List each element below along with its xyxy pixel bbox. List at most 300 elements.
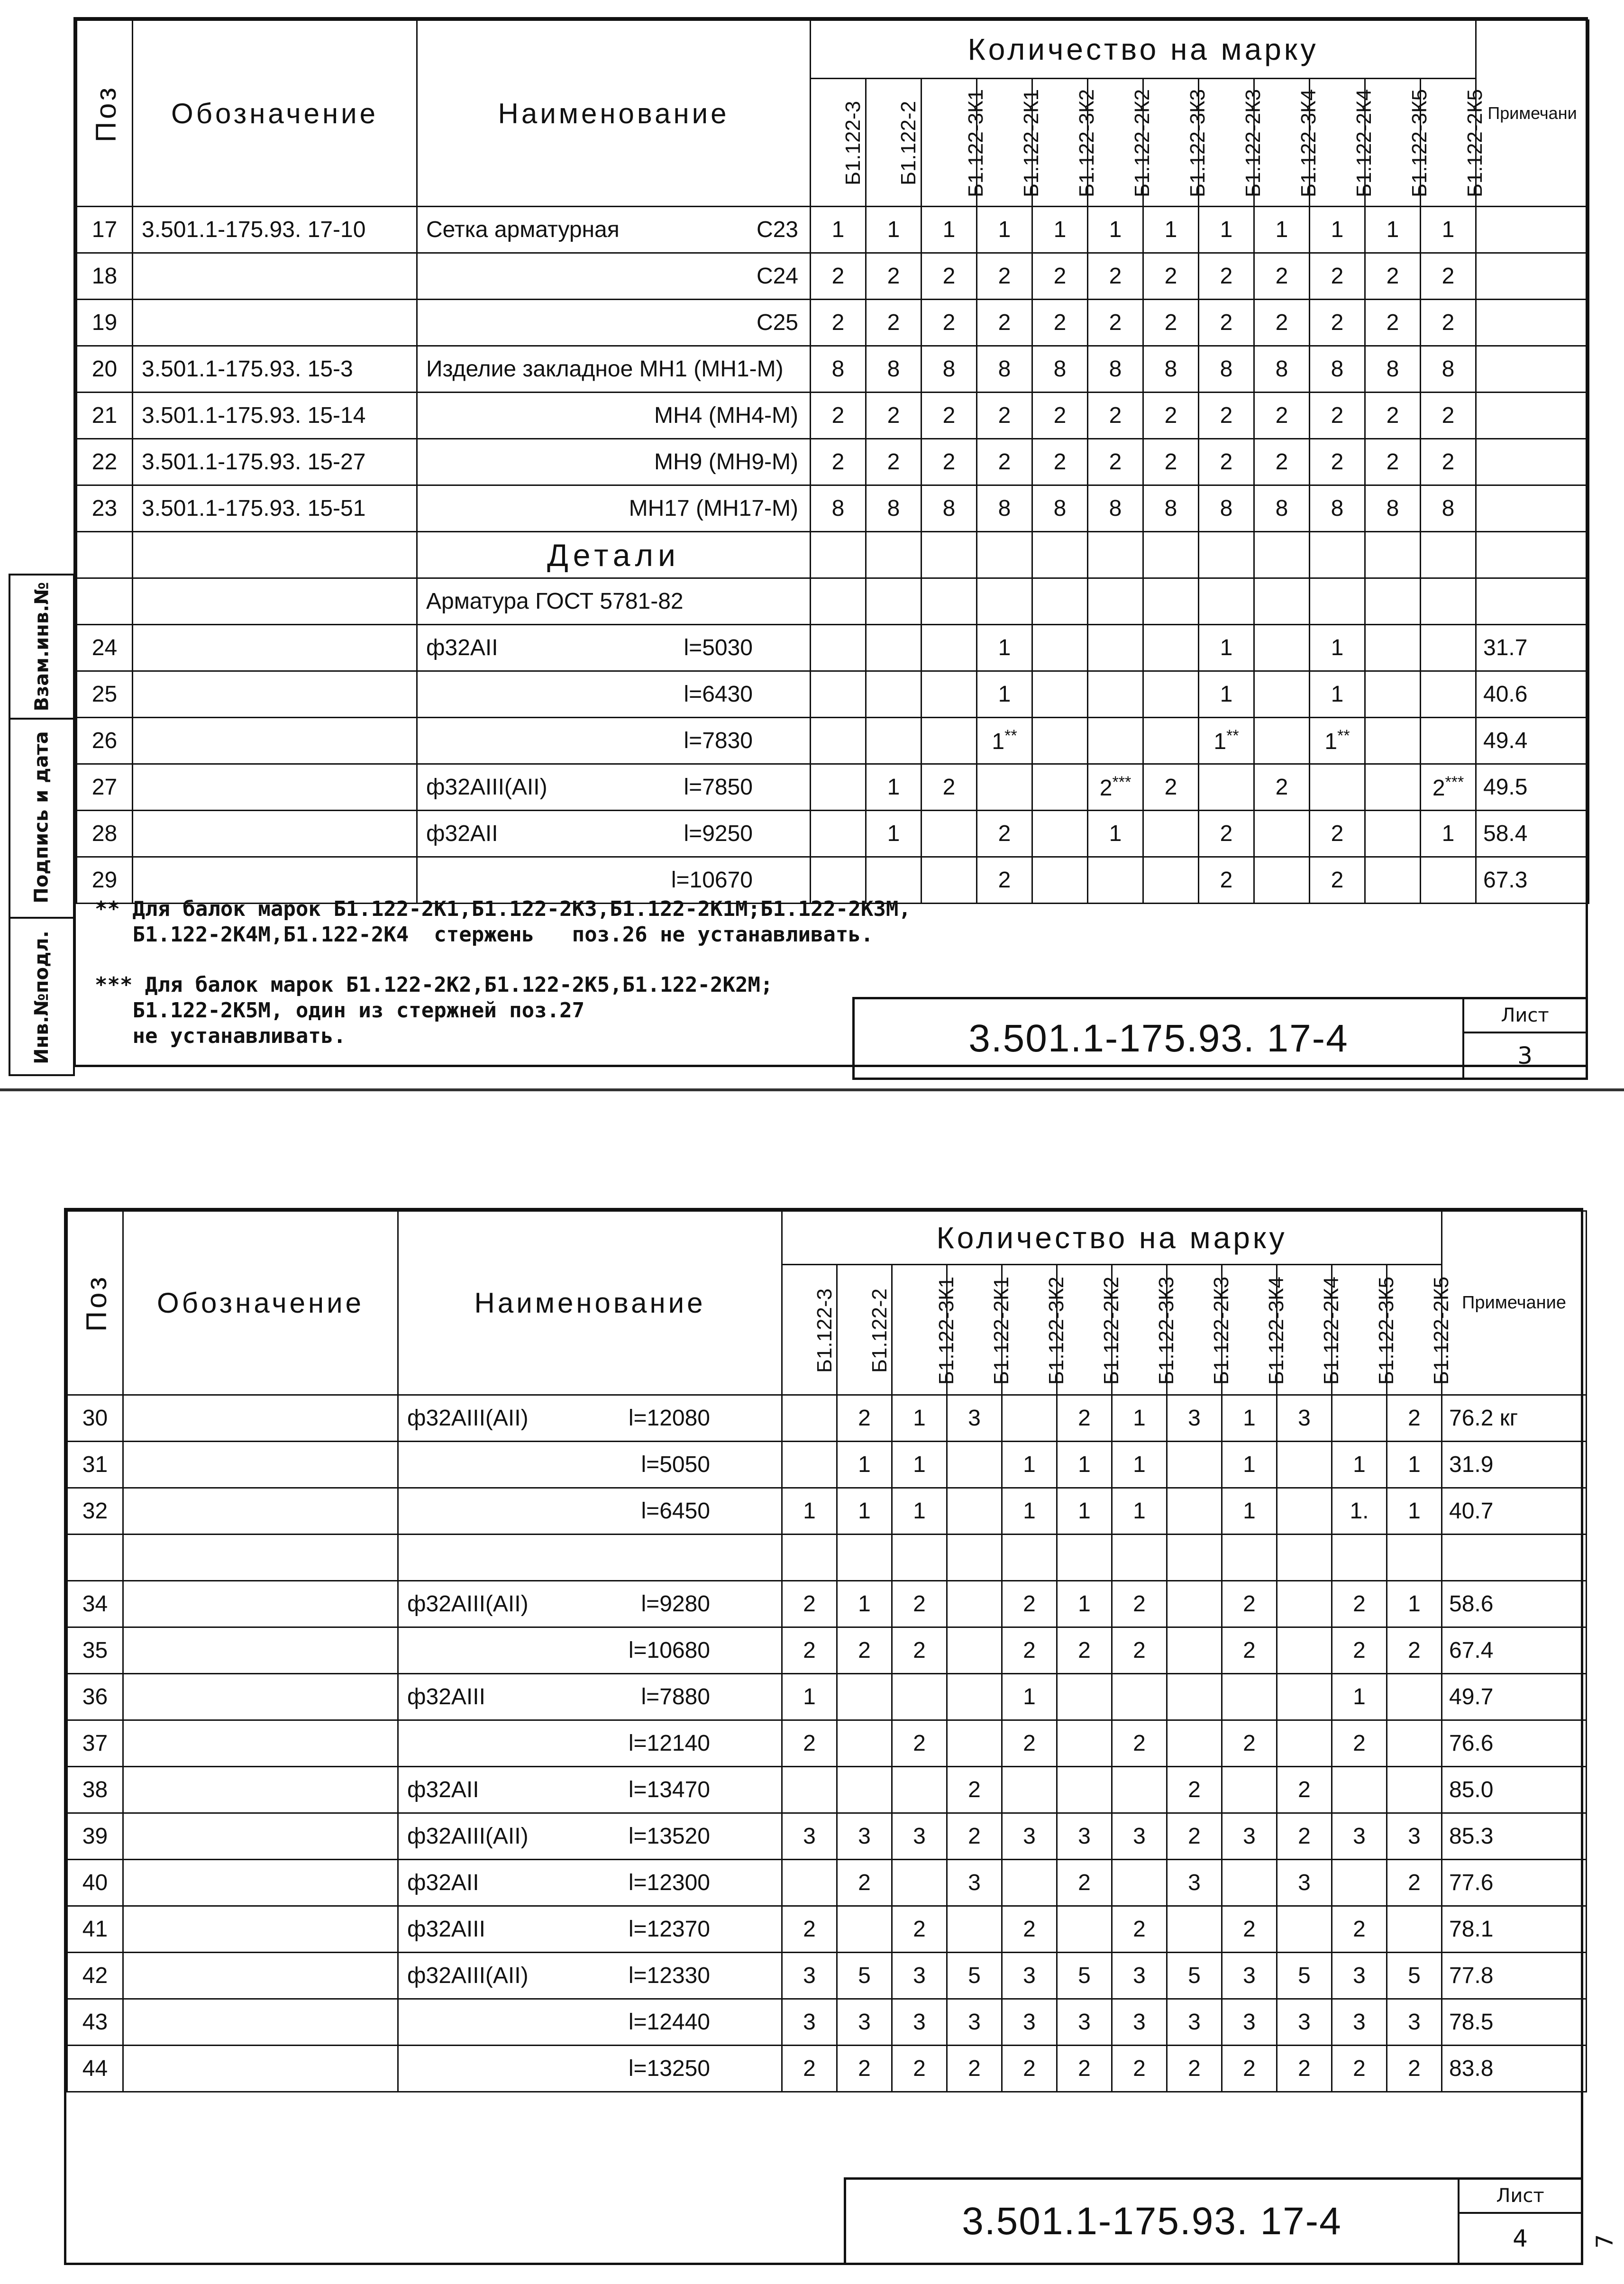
- qty-cell: [782, 1442, 837, 1488]
- empty-cell: [977, 532, 1032, 578]
- empty-cell: [866, 578, 921, 625]
- qty-cell: 2: [1088, 393, 1143, 439]
- qty-cell: 2: [1002, 2046, 1057, 2092]
- size-text: l=7830: [684, 728, 753, 753]
- mark-label: Б1.122-2К2: [1100, 1276, 1123, 1385]
- qty-cell: 1: [1057, 1488, 1112, 1535]
- name-cell: [398, 1442, 782, 1488]
- empty-cell: [77, 532, 133, 578]
- qty-cell: [1421, 718, 1476, 764]
- qty-cell: [921, 718, 977, 764]
- designation-cell: [133, 718, 417, 764]
- qty-cell: 3: [1277, 1860, 1332, 1906]
- qty-cell: 8: [1143, 485, 1199, 532]
- designation-cell: [123, 1813, 398, 1860]
- qty-cell: 1: [1365, 207, 1421, 253]
- note-cell: 49.7: [1442, 1674, 1587, 1720]
- qty-cell: [1254, 671, 1310, 718]
- pos-cell: [67, 1535, 123, 1581]
- pos-cell: 36: [67, 1674, 123, 1720]
- qty-cell: [1167, 1488, 1222, 1535]
- qty-cell: 3: [1057, 1813, 1112, 1860]
- empty-cell: [1254, 578, 1310, 625]
- table-row: [67, 1395, 1587, 1442]
- note-cell: 78.5: [1442, 1999, 1587, 2046]
- empty-cell: [1365, 532, 1421, 578]
- qty-cell: 2: [977, 857, 1032, 904]
- size-text: l=12370: [628, 1917, 710, 1942]
- pos-cell: 39: [67, 1813, 123, 1860]
- qty-cell: 1: [921, 207, 977, 253]
- footnote-mark: **: [1337, 727, 1350, 745]
- empty-cell: [921, 578, 977, 625]
- qty-cell: 2: [1365, 439, 1421, 485]
- qty-cell: [1199, 764, 1254, 811]
- qty-cell: 2: [811, 393, 866, 439]
- designation-cell: [133, 300, 417, 346]
- title-stamp-sheet-4: [844, 2177, 1583, 2265]
- qty-cell: [892, 1535, 947, 1581]
- qty-cell: 2: [1112, 1627, 1167, 1674]
- qty-cell: 2: [1167, 2046, 1222, 2092]
- empty-cell: [1143, 532, 1199, 578]
- qty-cell: [1167, 1581, 1222, 1627]
- note-cell: 85.3: [1442, 1813, 1587, 1860]
- qty-cell: [1057, 1674, 1112, 1720]
- qty-cell: 2: [1222, 1906, 1277, 1953]
- qty-cell: 2: [1332, 2046, 1387, 2092]
- qty-cell: [1167, 1535, 1222, 1581]
- qty-cell: [811, 764, 866, 811]
- mark-label: Б1.122-2: [897, 100, 921, 186]
- pos-cell: 37: [67, 1720, 123, 1767]
- qty-cell: 2: [1088, 253, 1143, 300]
- qty-cell: 2: [921, 393, 977, 439]
- qty-cell: 2: [1032, 393, 1088, 439]
- qty-cell: 1: [1088, 811, 1143, 857]
- qty-cell: 3: [1167, 1395, 1222, 1442]
- qty-cell: [1332, 1535, 1387, 1581]
- size-text: l=9250: [684, 821, 753, 846]
- table-row: [67, 1953, 1587, 1999]
- qty-cell: [1057, 1720, 1112, 1767]
- qty-cell: [1387, 1720, 1442, 1767]
- qty-cell: [1112, 1767, 1167, 1813]
- designation-cell: [133, 811, 417, 857]
- mark-label: Б1.122-3К3: [1155, 1276, 1178, 1385]
- empty-cell: [1199, 532, 1254, 578]
- drawing-sheet-3: [73, 17, 1588, 1067]
- qty-cell: [1365, 718, 1421, 764]
- name-text: ф32АIII(АII): [407, 1824, 529, 1849]
- qty-cell: 2: [921, 764, 977, 811]
- mark-label: Б1.122-3: [813, 1288, 837, 1373]
- footnote-double-star: ** Для балок марок Б1.122-2К1,Б1.122-2К3,Б1.122-2К1М;Б1.122-2К3М, Б1.122-2К4М,Б1.122-2К4 стержень поз.26 не устанавливать.: [95, 897, 911, 947]
- qty-cell: [1222, 1860, 1277, 1906]
- pos-cell: 30: [67, 1395, 123, 1442]
- qty-cell: [837, 1535, 892, 1581]
- qty-cell: 1: [1332, 1674, 1387, 1720]
- qty-cell: [866, 718, 921, 764]
- mark-label: Б1.122-3К3: [1186, 89, 1210, 198]
- size-text: l=10670: [671, 868, 753, 893]
- qty-cell: [1277, 1581, 1332, 1627]
- qty-cell: 1: [1199, 625, 1254, 671]
- qty-cell: 5: [837, 1953, 892, 1999]
- table-row: [67, 1442, 1587, 1488]
- size-text: С23: [756, 217, 798, 242]
- qty-value: 2: [1432, 776, 1445, 801]
- qty-cell: 1: [1421, 207, 1476, 253]
- qty-cell: 3: [1222, 1813, 1277, 1860]
- qty-cell: 2: [1365, 393, 1421, 439]
- name-text: ф32АII: [426, 821, 498, 846]
- qty-cell: 2: [892, 1906, 947, 1953]
- qty-cell: 8: [1365, 346, 1421, 393]
- empty-cell: [133, 532, 417, 578]
- qty-cell: [1088, 764, 1143, 811]
- name-cell: [417, 300, 811, 346]
- qty-cell: 8: [1254, 346, 1310, 393]
- name-cell: [417, 625, 811, 671]
- qty-cell: 1: [1199, 671, 1254, 718]
- qty-cell: 3: [1222, 1953, 1277, 1999]
- qty-cell: 1: [1112, 1395, 1167, 1442]
- qty-cell: 3: [947, 1860, 1002, 1906]
- note-cell: 85.0: [1442, 1767, 1587, 1813]
- name-cell: [398, 1488, 782, 1535]
- name-text: ф32АIII(АII): [407, 1406, 529, 1431]
- qty-cell: 3: [1057, 1999, 1112, 2046]
- specification-table-sheet-3: [76, 19, 1589, 904]
- qty-cell: [947, 1535, 1002, 1581]
- header-pos: Поз: [77, 20, 133, 207]
- pos-cell: 18: [77, 253, 133, 300]
- qty-cell: [1143, 671, 1199, 718]
- footnote-mark: ***: [1445, 773, 1464, 791]
- name-cell: [398, 1627, 782, 1674]
- mark-header: [866, 79, 921, 207]
- qty-cell: 8: [1199, 485, 1254, 532]
- designation-cell: [123, 1627, 398, 1674]
- qty-cell: [837, 1767, 892, 1813]
- empty-cell: [1032, 578, 1088, 625]
- table-row: [77, 764, 1589, 811]
- qty-cell: 1: [1387, 1442, 1442, 1488]
- pos-cell: 19: [77, 300, 133, 346]
- mark-label: Б1.122-2К4: [1352, 89, 1376, 198]
- qty-cell: [1421, 625, 1476, 671]
- name-cell: [417, 811, 811, 857]
- note-cell: [1476, 207, 1589, 253]
- designation-cell: [123, 1488, 398, 1535]
- qty-cell: [1277, 1488, 1332, 1535]
- mark-label: Б1.122-2К5: [1463, 89, 1487, 198]
- name-cell: [417, 253, 811, 300]
- note-cell: 83.8: [1442, 2046, 1587, 2092]
- designation-cell: [123, 1674, 398, 1720]
- qty-cell: 1: [977, 207, 1032, 253]
- qty-cell: 1: [782, 1488, 837, 1535]
- size-text: l=13520: [628, 1824, 710, 1849]
- mark-label: Б1.122-2К1: [990, 1276, 1013, 1385]
- note-cell: [1476, 393, 1589, 439]
- qty-cell: 1: [1199, 207, 1254, 253]
- designation-cell: [123, 1906, 398, 1953]
- header-qty-group-2: Количество на марку: [782, 1211, 1442, 1265]
- sheet-label-2: Лист: [1458, 2180, 1581, 2214]
- sidebar-inv-number: Инв.№подл.: [31, 931, 53, 1064]
- qty-cell: 2: [977, 393, 1032, 439]
- qty-cell: [1143, 625, 1199, 671]
- qty-cell: [921, 811, 977, 857]
- subsection-title: Арматура ГОСТ 5781-82: [417, 578, 811, 625]
- designation-cell: 3.501.1-175.93. 15-3: [133, 346, 417, 393]
- qty-cell: 2: [1277, 1767, 1332, 1813]
- table-row: [67, 1999, 1587, 2046]
- note-cell: 31.7: [1476, 625, 1589, 671]
- size-text: l=12300: [628, 1870, 710, 1895]
- sidebar-signature-date: Подпись и дата: [10, 718, 73, 919]
- name-cell: [398, 1953, 782, 1999]
- qty-cell: [1112, 1535, 1167, 1581]
- name-text: Изделие закладное МН1 (МН1-М): [426, 356, 784, 382]
- qty-cell: 5: [1387, 1953, 1442, 1999]
- mark-header: [921, 79, 988, 207]
- qty-cell: 8: [921, 485, 977, 532]
- qty-cell: [1277, 1627, 1332, 1674]
- header-designation-2: Обозначение: [123, 1211, 398, 1395]
- size-text: МН17 (МН17-М): [629, 496, 798, 521]
- qty-cell: [1222, 1767, 1277, 1813]
- qty-cell: [782, 1395, 837, 1442]
- note-cell: 77.6: [1442, 1860, 1587, 1906]
- size-text: l=7880: [641, 1684, 710, 1709]
- pos-cell: 41: [67, 1906, 123, 1953]
- empty-cell: [1421, 578, 1476, 625]
- qty-cell: 1.: [1332, 1488, 1387, 1535]
- mark-header: [892, 1265, 958, 1395]
- size-text: l=5030: [684, 635, 753, 660]
- size-text: l=12080: [628, 1406, 710, 1431]
- qty-cell: 2: [1365, 253, 1421, 300]
- qty-cell: 1: [1222, 1488, 1277, 1535]
- qty-cell: 2: [1032, 253, 1088, 300]
- pos-cell: 26: [77, 718, 133, 764]
- mark-label: Б1.122-3К1: [935, 1276, 958, 1385]
- qty-cell: 2: [1277, 1813, 1332, 1860]
- name-cell: [398, 1720, 782, 1767]
- name-cell: [398, 1395, 782, 1442]
- qty-cell: 2: [1332, 1581, 1387, 1627]
- mark-label: Б1.122-2К1: [1020, 89, 1043, 198]
- qty-cell: [811, 718, 866, 764]
- sidebar-replaced-inv: Взам.инв.№: [10, 576, 73, 720]
- qty-cell: 1: [1387, 1581, 1442, 1627]
- qty-cell: 2: [892, 2046, 947, 2092]
- name-cell: [417, 439, 811, 485]
- mark-header: [811, 79, 866, 207]
- table-row: [67, 1906, 1587, 1953]
- pos-cell: 40: [67, 1860, 123, 1906]
- mark-label: Б1.122-3К4: [1265, 1276, 1288, 1385]
- qty-cell: 1: [1002, 1674, 1057, 1720]
- qty-cell: [866, 625, 921, 671]
- qty-cell: 2: [1143, 253, 1199, 300]
- pos-cell: 27: [77, 764, 133, 811]
- qty-cell: 2: [782, 1906, 837, 1953]
- qty-cell: 3: [947, 1999, 1002, 2046]
- qty-cell: 5: [1167, 1953, 1222, 1999]
- note-cell: [1476, 253, 1589, 300]
- qty-cell: 2: [1112, 1906, 1167, 1953]
- mark-label: Б1.122-3К2: [1045, 1276, 1068, 1385]
- qty-cell: [947, 1674, 1002, 1720]
- qty-cell: 3: [782, 1999, 837, 2046]
- table-row: [77, 671, 1589, 718]
- qty-cell: 2: [892, 1581, 947, 1627]
- qty-cell: [1032, 811, 1088, 857]
- empty-cell: [1254, 532, 1310, 578]
- qty-cell: 1: [1032, 207, 1088, 253]
- qty-cell: 5: [1057, 1953, 1112, 1999]
- qty-cell: [782, 1535, 837, 1581]
- name-cell: [417, 718, 811, 764]
- qty-cell: [947, 1442, 1002, 1488]
- qty-cell: [1222, 1674, 1277, 1720]
- qty-cell: 2: [1310, 811, 1365, 857]
- corner-mark: 7: [1591, 2234, 1618, 2249]
- qty-cell: 8: [977, 346, 1032, 393]
- qty-cell: [1277, 1906, 1332, 1953]
- qty-cell: [1387, 1906, 1442, 1953]
- qty-cell: 2: [1254, 764, 1310, 811]
- qty-cell: [837, 1906, 892, 1953]
- qty-cell: 2: [1057, 1627, 1112, 1674]
- qty-cell: 2: [1387, 1627, 1442, 1674]
- qty-cell: 3: [1277, 1999, 1332, 2046]
- qty-cell: 2: [1199, 857, 1254, 904]
- pos-cell: 42: [67, 1953, 123, 1999]
- qty-cell: 2: [1332, 1720, 1387, 1767]
- qty-cell: 2: [1254, 439, 1310, 485]
- mark-label: Б1.122-2К3: [1241, 89, 1265, 198]
- qty-cell: 2: [1002, 1627, 1057, 1674]
- qty-cell: 8: [1032, 346, 1088, 393]
- approval-sidebar: [9, 574, 75, 1076]
- size-text: l=6450: [641, 1498, 710, 1524]
- qty-cell: 2: [1421, 253, 1476, 300]
- header-pos-2: Поз: [67, 1211, 123, 1395]
- designation-cell: [123, 1999, 398, 2046]
- qty-cell: [782, 1860, 837, 1906]
- qty-cell: [1277, 1535, 1332, 1581]
- empty-cell: [1143, 578, 1199, 625]
- pos-cell: 25: [77, 671, 133, 718]
- qty-cell: 1: [811, 207, 866, 253]
- qty-cell: 1: [1002, 1488, 1057, 1535]
- qty-cell: 3: [1112, 1813, 1167, 1860]
- designation-cell: [123, 1767, 398, 1813]
- pos-cell: 44: [67, 2046, 123, 2092]
- table-row: [77, 718, 1589, 764]
- note-cell: 77.8: [1442, 1953, 1587, 1999]
- qty-cell: [1088, 718, 1143, 764]
- footer-sheet-3: [76, 892, 1586, 1069]
- qty-cell: [1167, 1442, 1222, 1488]
- qty-cell: 2: [837, 1860, 892, 1906]
- qty-cell: [837, 1674, 892, 1720]
- qty-cell: 2: [947, 1813, 1002, 1860]
- name-text: Сетка арматурная: [426, 217, 620, 242]
- qty-cell: [1222, 1535, 1277, 1581]
- qty-cell: 2: [1112, 1581, 1167, 1627]
- header-name-2: Наименование: [398, 1211, 782, 1395]
- table-row: [67, 1813, 1587, 1860]
- qty-cell: [947, 1581, 1002, 1627]
- name-text: ф32АIII(АII): [407, 1963, 529, 1988]
- qty-cell: [1332, 1860, 1387, 1906]
- qty-cell: 3: [1332, 1813, 1387, 1860]
- qty-cell: [1143, 718, 1199, 764]
- mark-label: Б1.122-2К5: [1430, 1276, 1453, 1385]
- qty-cell: 2: [1421, 300, 1476, 346]
- name-text: ф32АII: [407, 1777, 479, 1802]
- qty-cell: 3: [892, 1999, 947, 2046]
- qty-cell: 2: [1057, 1860, 1112, 1906]
- qty-cell: 1: [1112, 1488, 1167, 1535]
- subsection-row: [77, 578, 1589, 625]
- qty-cell: 2: [1088, 439, 1143, 485]
- pos-cell: 43: [67, 1999, 123, 2046]
- qty-cell: 2: [866, 439, 921, 485]
- designation-cell: [123, 1535, 398, 1581]
- qty-cell: 2: [866, 300, 921, 346]
- empty-cell: [1032, 532, 1088, 578]
- qty-cell: 1: [892, 1395, 947, 1442]
- qty-cell: 1: [837, 1442, 892, 1488]
- qty-cell: 2: [1310, 857, 1365, 904]
- qty-cell: 8: [1310, 485, 1365, 532]
- qty-cell: 3: [1002, 1999, 1057, 2046]
- qty-cell: 2: [1199, 811, 1254, 857]
- qty-cell: 2: [1332, 1627, 1387, 1674]
- qty-cell: [947, 1720, 1002, 1767]
- size-text: l=13470: [628, 1777, 710, 1802]
- section-row: [77, 532, 1589, 578]
- qty-cell: 1: [892, 1488, 947, 1535]
- qty-cell: [1310, 764, 1365, 811]
- qty-cell: [1032, 671, 1088, 718]
- header-note: Примечани: [1476, 20, 1589, 207]
- qty-cell: 3: [947, 1395, 1002, 1442]
- qty-cell: 2: [1002, 1581, 1057, 1627]
- mark-label: Б1.122-3К4: [1297, 89, 1321, 198]
- table-row: [67, 1627, 1587, 1674]
- qty-cell: 2: [1387, 1860, 1442, 1906]
- qty-cell: [1332, 1395, 1387, 1442]
- qty-cell: 2: [1254, 393, 1310, 439]
- qty-cell: 8: [1421, 485, 1476, 532]
- name-cell: [398, 1674, 782, 1720]
- qty-cell: [1387, 1535, 1442, 1581]
- qty-cell: 2: [1143, 300, 1199, 346]
- pos-cell: 22: [77, 439, 133, 485]
- note-cell: [1442, 1535, 1587, 1581]
- qty-cell: 1: [1421, 811, 1476, 857]
- qty-cell: 2: [1057, 1395, 1112, 1442]
- qty-cell: 3: [892, 1953, 947, 1999]
